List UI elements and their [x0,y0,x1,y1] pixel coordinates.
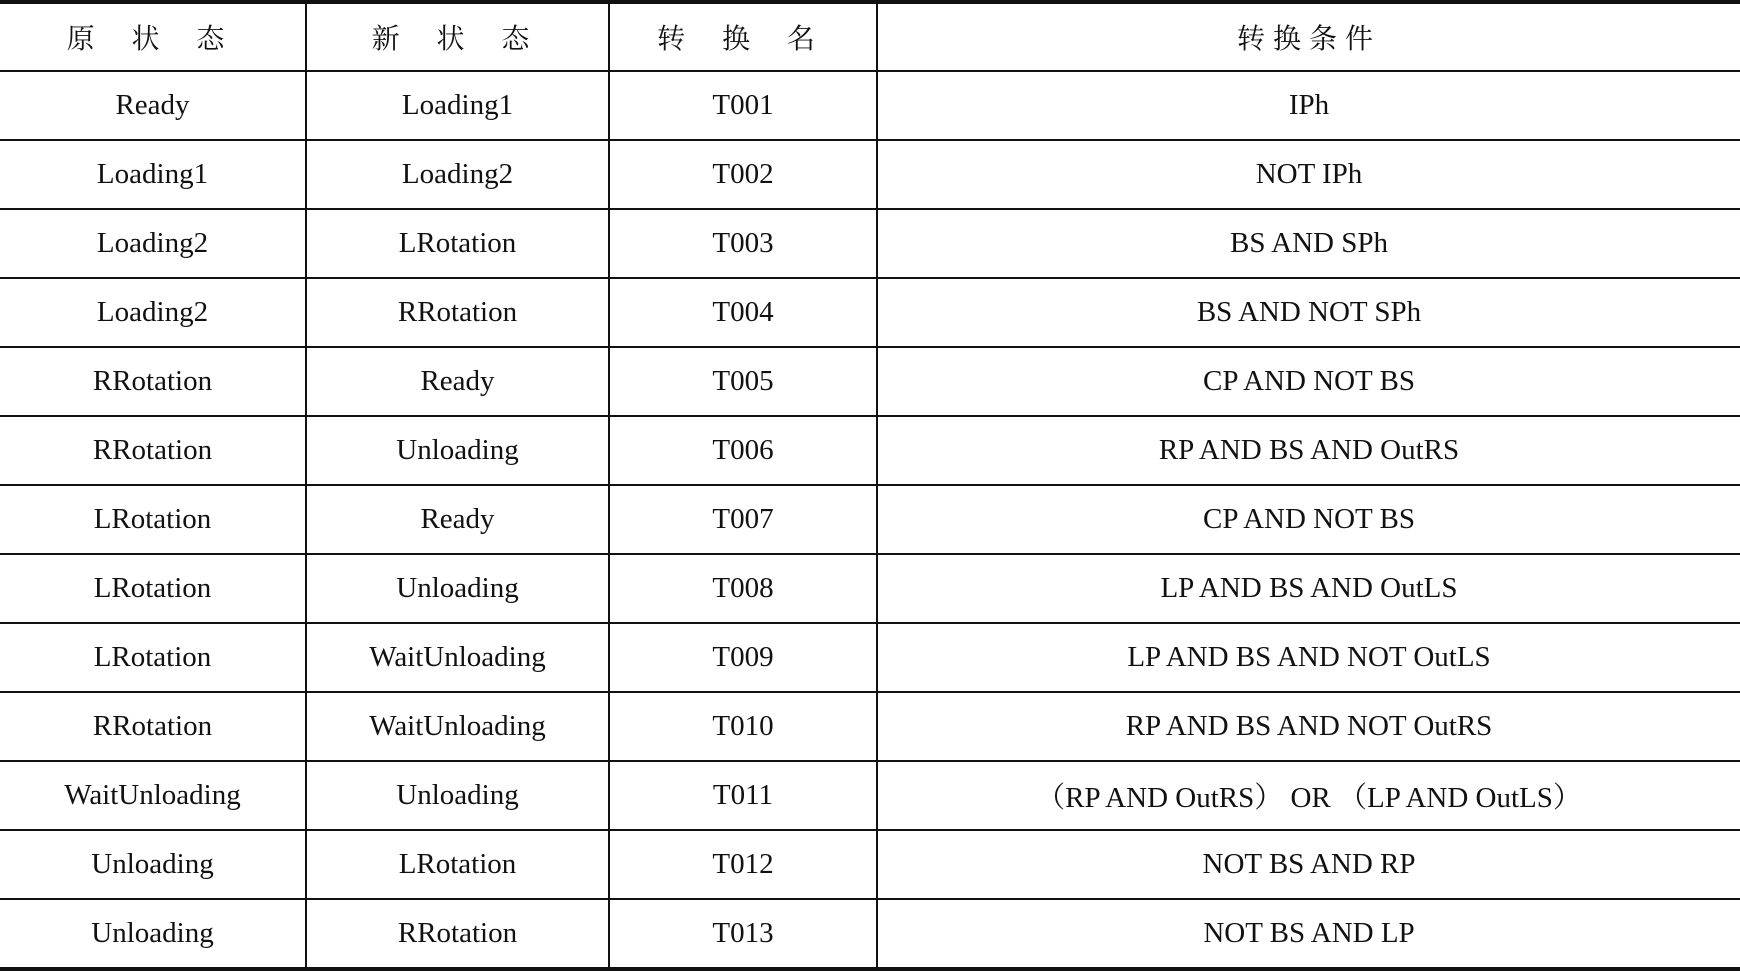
transition-condition-cell: NOT IPh [877,140,1740,209]
table-row [0,347,1740,416]
original-state-cell: Loading1 [0,140,306,209]
new-state-cell: Unloading [306,416,609,485]
transition-condition-cell: NOT BS AND LP [1203,917,1415,949]
transition-name-cell: T009 [609,623,877,692]
new-state-cell: LRotation [306,830,609,899]
transition-name-cell: T006 [609,416,877,485]
header-new-state: 新 状 态 [306,2,609,71]
new-state-cell: LRotation [306,209,609,278]
transition-name-cell: T008 [609,554,877,623]
transition-name-cell: T003 [609,209,877,278]
original-state-cell: Loading2 [0,278,306,347]
original-state-cell: Unloading [0,899,306,969]
transition-condition-cell: RP AND BS AND NOT OutRS [877,692,1740,761]
transition-condition-cell: RP AND BS AND OutRS [877,416,1740,485]
transition-name-cell: T007 [609,485,877,554]
header-transition-name: 转 换 名 [609,2,877,71]
table-row [0,278,1740,347]
new-state-cell: Unloading [306,761,609,830]
transition-condition-cell: LP AND BS AND NOT OutLS [877,623,1740,692]
table-row [0,554,1740,623]
table-row [0,761,1740,830]
table-body [0,71,1740,969]
transition-name-cell: T013 [609,899,877,969]
transition-condition-cell: CP AND NOT BS [877,347,1740,416]
original-state-cell: LRotation [0,485,306,554]
table-row [0,899,1740,969]
transition-condition-cell: BS AND SPh [877,209,1740,278]
transition-condition-cell: （RP AND OutRS） OR （LP AND OutLS） [877,761,1740,830]
transition-name-cell: T010 [609,692,877,761]
header-transition-condition: 转换条件 [877,2,1740,71]
table-row [0,416,1740,485]
table-row [0,71,1740,140]
original-state-cell: WaitUnloading [0,761,306,830]
new-state-cell: Unloading [306,554,609,623]
transition-name-cell: T012 [609,830,877,899]
table-header-row [0,2,1740,71]
transition-condition-cell: LP AND BS AND OutLS [877,554,1740,623]
original-state-cell: RRotation [0,692,306,761]
transition-condition-cell: IPh [877,71,1740,140]
new-state-cell: Ready [306,347,609,416]
original-state-cell: LRotation [0,554,306,623]
new-state-cell: Ready [306,485,609,554]
header-original-state: 原 状 态 [0,2,306,71]
original-state-cell: RRotation [0,416,306,485]
new-state-cell: WaitUnloading [306,623,609,692]
table-row [0,209,1740,278]
transition-condition-cell: CP AND NOT BS [877,485,1740,554]
new-state-cell: RRotation [306,278,609,347]
table-row [0,623,1740,692]
original-state-cell: Loading2 [0,209,306,278]
transition-condition-cell: NOT BS AND RP [877,830,1740,899]
original-state-cell: LRotation [0,623,306,692]
new-state-cell: Loading1 [306,71,609,140]
table-row [0,692,1740,761]
new-state-cell: Loading2 [306,140,609,209]
table-row [0,485,1740,554]
new-state-cell: RRotation [306,899,609,969]
transition-name-cell: T011 [609,761,877,830]
transition-condition-cell: BS AND NOT SPh [877,278,1740,347]
transition-name-cell: T005 [609,347,877,416]
table-row [0,140,1740,209]
original-state-cell: Ready [0,71,306,140]
transition-name-cell: T002 [609,140,877,209]
table-row [0,830,1740,899]
transition-name-cell: T004 [609,278,877,347]
original-state-cell: RRotation [0,347,306,416]
original-state-cell: Unloading [0,830,306,899]
new-state-cell: WaitUnloading [306,692,609,761]
transition-name-cell: T001 [609,71,877,140]
